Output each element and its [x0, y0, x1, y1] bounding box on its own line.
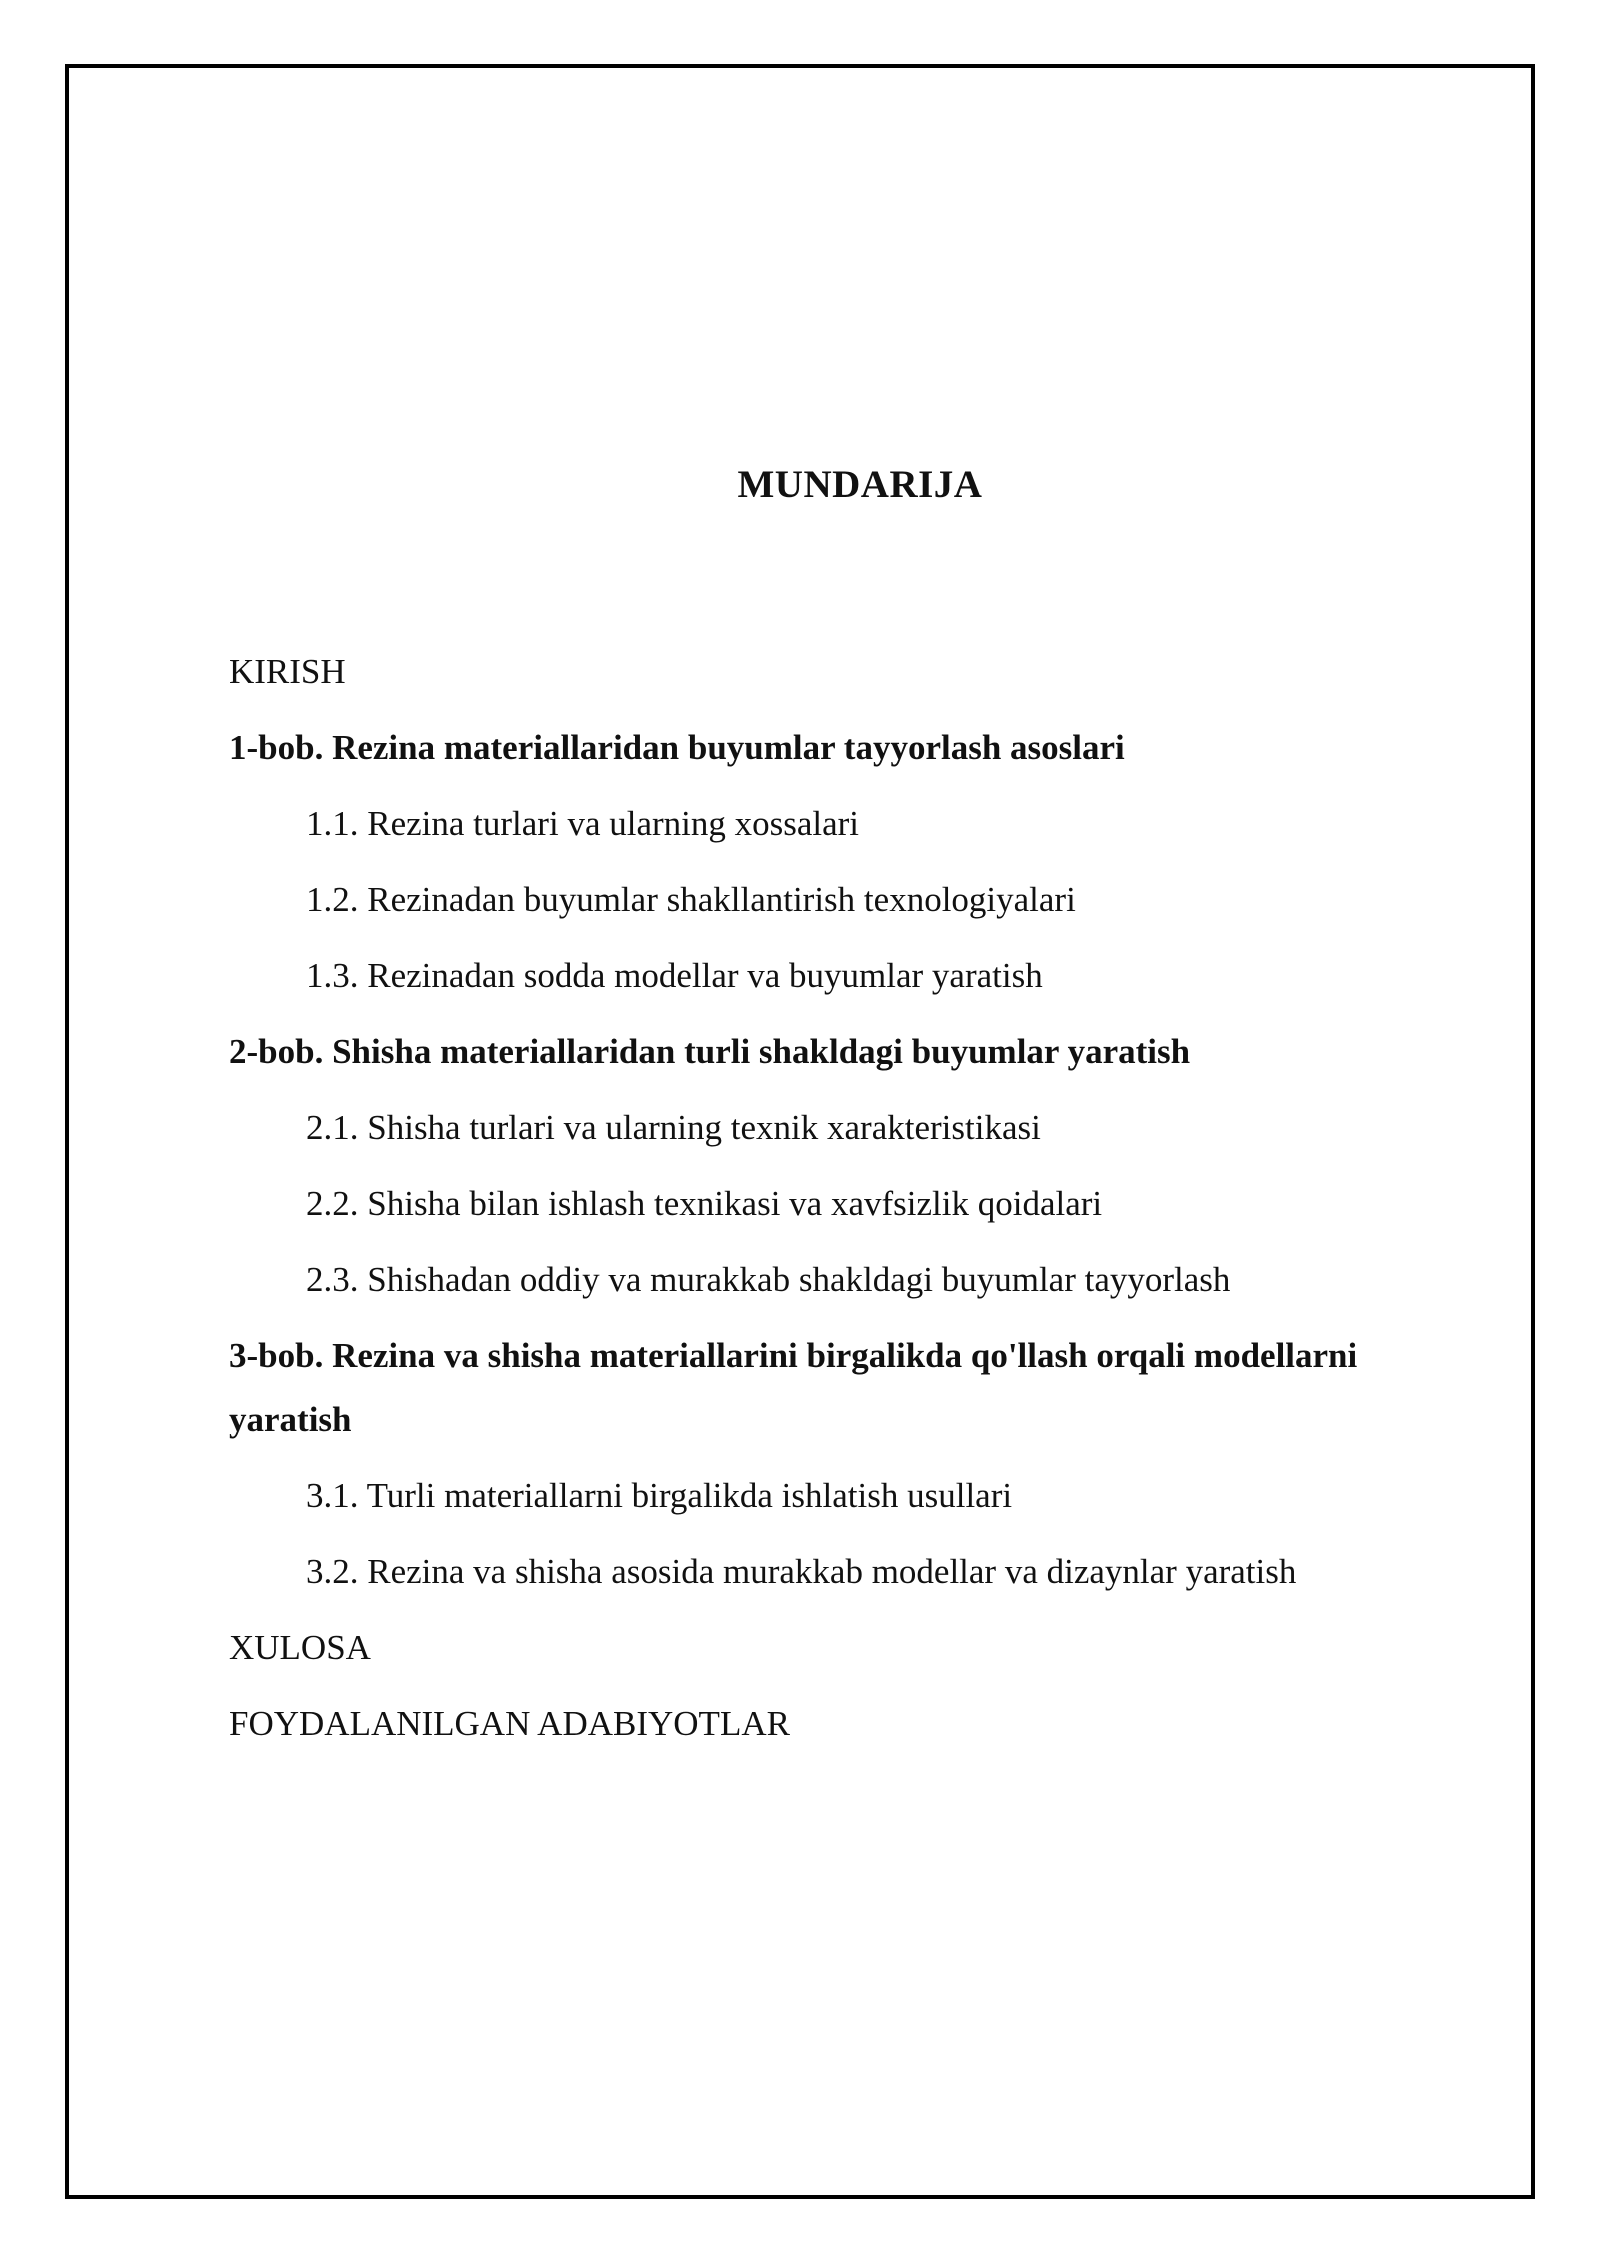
- toc-section-2-2: 2.2. Shisha bilan ishlash texnikasi va xavfsizlik qoidalari: [306, 1184, 1103, 1223]
- toc-section-2-3: 2.3. Shishadan oddiy va murakkab shakldagi buyumlar tayyorlash: [306, 1260, 1231, 1299]
- toc-chapter-3: 3-bob. Rezina va shisha materiallarini birgalikda qo'llash orqali modellarni yaratish: [229, 1336, 1358, 1439]
- toc-item-conclusion: XULOSA: [229, 1628, 371, 1667]
- toc-section-3-2: 3.2. Rezina va shisha asosida murakkab modellar va dizaynlar yaratish: [306, 1552, 1297, 1591]
- toc-item-intro: KIRISH: [229, 652, 346, 691]
- toc-chapter-2: 2-bob. Shisha materiallaridan turli shakldagi buyumlar yaratish: [229, 1032, 1191, 1071]
- toc-section-1-1: 1.1. Rezina turlari va ularning xossalari: [306, 804, 860, 843]
- page-title: MUNDARIJA: [737, 463, 983, 506]
- table-of-contents: [229, 640, 1469, 1768]
- toc-item-references: FOYDALANILGAN ADABIYOTLAR: [229, 1704, 790, 1743]
- toc-section-2-1: 2.1. Shisha turlari va ularning texnik xarakteristikasi: [306, 1108, 1041, 1147]
- toc-chapter-1: 1-bob. Rezina materiallaridan buyumlar tayyorlash asoslari: [229, 728, 1125, 767]
- toc-section-3-1: 3.1. Turli materiallarni birgalikda ishlatish usullari: [306, 1476, 1013, 1515]
- toc-section-1-2: 1.2. Rezinadan buyumlar shakllantirish texnologiyalari: [306, 880, 1076, 919]
- toc-section-1-3: 1.3. Rezinadan sodda modellar va buyumlar yaratish: [306, 956, 1043, 995]
